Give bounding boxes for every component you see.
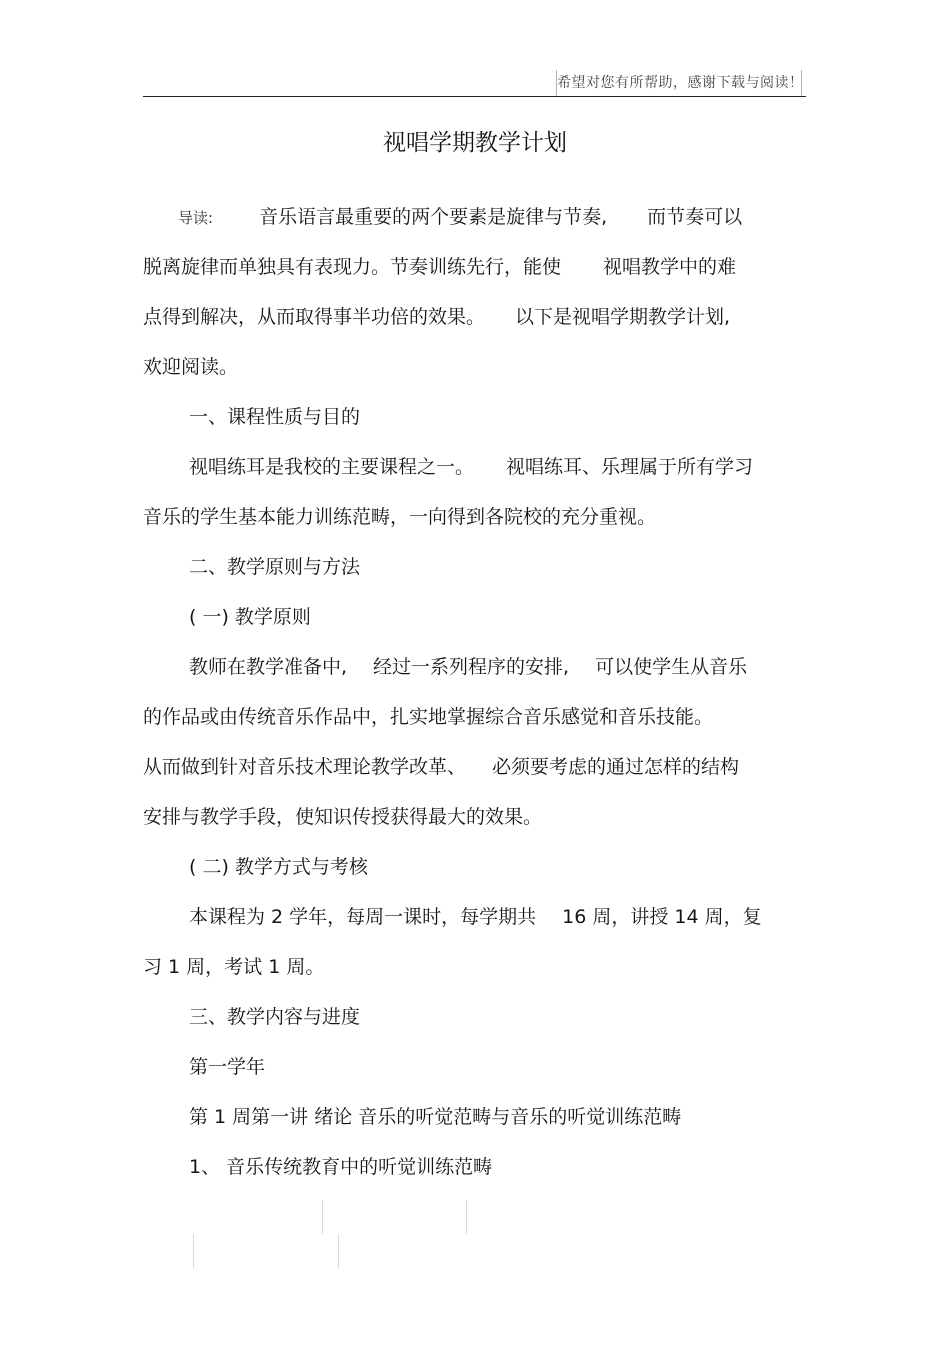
intro-text: 脱离旋律而单独具有表现力。节奏训练先行，能使 — [143, 256, 562, 278]
intro-line-3 — [143, 304, 730, 330]
intro-line-1 — [178, 204, 742, 231]
paragraph-line — [189, 904, 762, 930]
intro-text: 视唱教学中的难 — [603, 256, 737, 278]
paragraph-line — [189, 454, 753, 480]
section-heading: 二、教学原则与方法 — [189, 556, 361, 578]
paragraph-line: 第 1 周第一讲 绪论 音乐的听觉范畴与音乐的听觉训练范畴 — [189, 1106, 682, 1128]
paragraph-text: 16 周，讲授 14 周，复 — [562, 906, 762, 928]
intro-text: 而节奏可以 — [647, 206, 743, 228]
header-note: 希望对您有所帮助，感谢下载与阅读！ — [556, 70, 802, 96]
subsection-heading: ( 二) 教学方式与考核 — [189, 856, 368, 878]
paragraph-text: 教师在教学准备中, — [189, 656, 348, 678]
paragraph-text: 可以使学生从音乐 — [595, 656, 748, 678]
paragraph-line: 音乐的学生基本能力训练范畴，一向得到各院校的充分重视。 — [143, 506, 657, 528]
intro-text: 音乐语言最重要的两个要素是旋律与节奏, — [259, 206, 608, 228]
paragraph-line: 安排与教学手段，使知识传授获得最大的效果。 — [143, 806, 543, 828]
paragraph-line: 第一学年 — [189, 1056, 266, 1078]
paragraph-line — [143, 754, 739, 780]
intro-label: 导读: — [178, 209, 214, 227]
paragraph-text: 视唱练耳、乐理属于所有学习 — [506, 456, 754, 478]
section-heading: 一、课程性质与目的 — [189, 406, 361, 428]
intro-line-4: 欢迎阅读。 — [143, 356, 239, 378]
scan-artifact-line — [322, 1200, 323, 1234]
scan-artifact-line — [466, 1200, 467, 1234]
scan-artifact-line — [193, 1234, 194, 1268]
paragraph-line — [189, 654, 747, 680]
intro-text: 点得到解决，从而取得事半功倍的效果。 — [143, 306, 486, 328]
subsection-heading: ( 一) 教学原则 — [189, 606, 311, 628]
header-rule — [143, 96, 806, 97]
paragraph-line: 1、 音乐传统教育中的听觉训练范畴 — [189, 1156, 493, 1178]
paragraph-text: 视唱练耳是我校的主要课程之一。 — [189, 456, 475, 478]
paragraph-text: 必须要考虑的通过怎样的结构 — [492, 756, 740, 778]
paragraph-line: 习 1 周，考试 1 周。 — [143, 956, 325, 978]
section-heading: 三、教学内容与进度 — [189, 1006, 361, 1028]
page-title: 视唱学期教学计划 — [383, 130, 567, 156]
paragraph-line: 的作品或由传统音乐作品中，扎实地掌握综合音乐感觉和音乐技能。 — [143, 706, 714, 728]
scan-artifact-line — [338, 1234, 339, 1268]
intro-line-2 — [143, 254, 736, 280]
paragraph-text: 经过一系列程序的安排, — [373, 656, 570, 678]
paragraph-text: 本课程为 2 学年，每周一课时，每学期共 — [189, 906, 537, 928]
intro-text: 以下是视唱学期教学计划, — [515, 306, 731, 328]
paragraph-text: 从而做到针对音乐技术理论教学改革、 — [143, 756, 467, 778]
